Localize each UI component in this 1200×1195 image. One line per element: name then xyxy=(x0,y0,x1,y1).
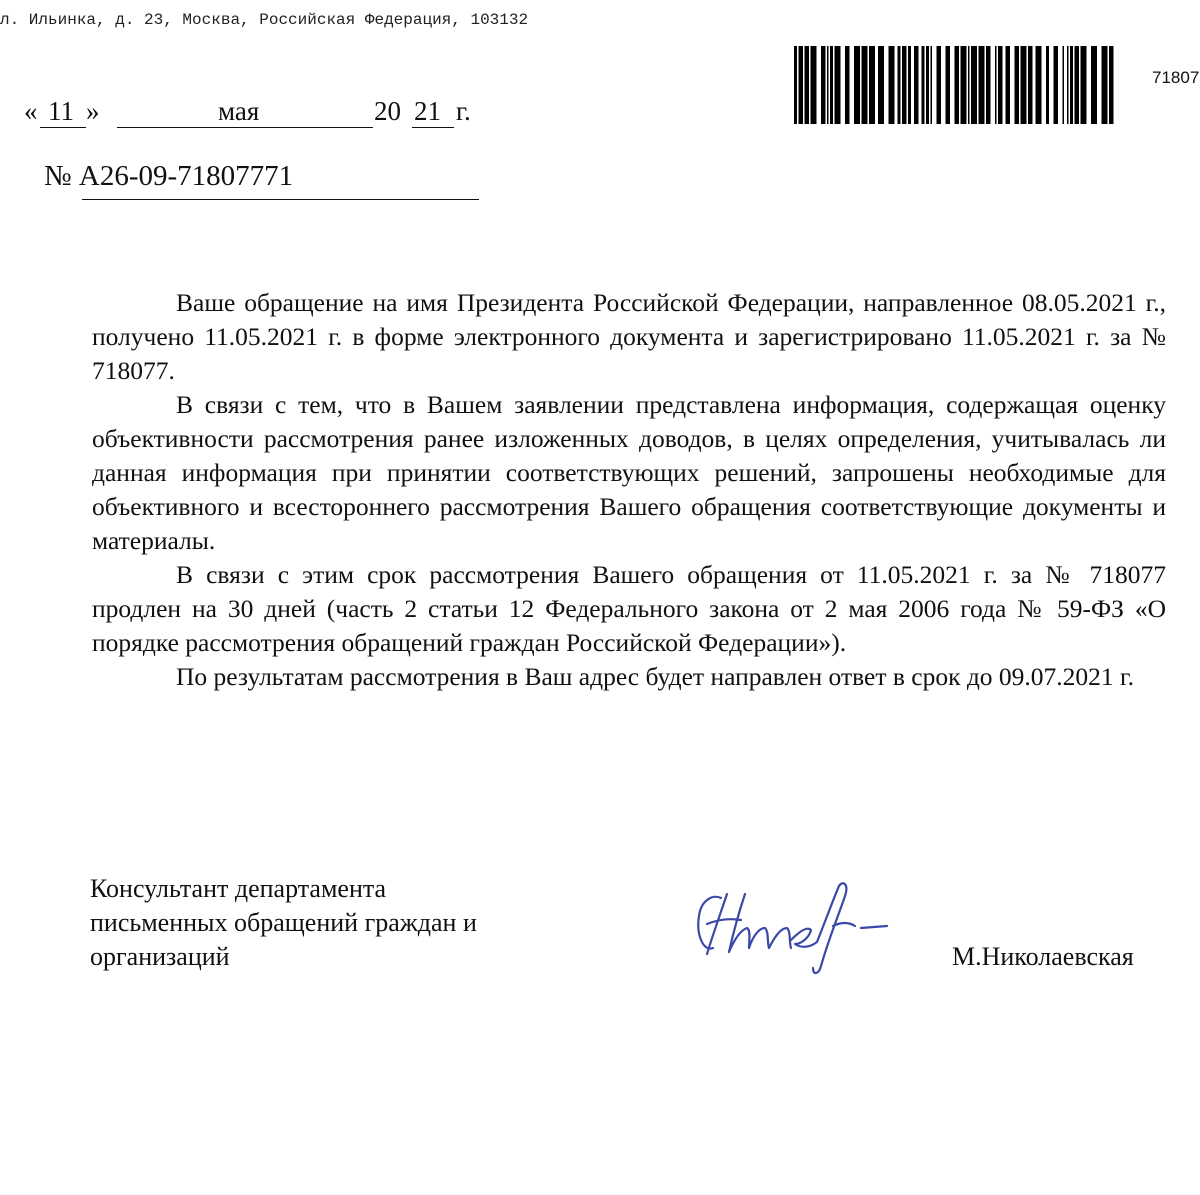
barcode-bar-6 xyxy=(830,46,833,124)
body-paragraph-2: В связи с тем, что в Вашем заявлении представлена информация, содержащая оценку объективности рассмотрения ранее изложенных доводов, в целях определения, учитывалась ли данная информация при принятии соответствующих решений, запрошены необходимые для объективного и всестороннего рассмотрения Вашего обращения соответствующие документы и материалы. xyxy=(92,390,1166,555)
date-day: 11 xyxy=(48,96,74,126)
barcode-bar-33 xyxy=(1021,46,1027,124)
date-close-quote: » xyxy=(86,96,100,126)
barcode-bar-34 xyxy=(1028,46,1033,124)
barcode-bar-7 xyxy=(835,46,841,124)
barcode-bar-10 xyxy=(862,46,868,124)
handwritten-signature xyxy=(683,872,903,982)
barcode-bar-44 xyxy=(1102,46,1108,124)
barcode-bar-42 xyxy=(1081,46,1087,124)
barcode-bar-31 xyxy=(1006,46,1011,124)
barcode-bar-35 xyxy=(1036,46,1042,124)
barcode-bar-37 xyxy=(1054,46,1059,124)
barcode-number: 71807 xyxy=(1152,68,1200,87)
barcode-bar-39 xyxy=(1067,46,1069,124)
date-open-quote: « xyxy=(24,96,38,126)
barcode-bar-20 xyxy=(931,46,933,124)
barcode-bar-17 xyxy=(914,46,919,124)
barcode-bar-21 xyxy=(937,46,942,124)
barcode-bar-0 xyxy=(794,46,797,124)
barcode-bar-27 xyxy=(979,46,985,124)
barcode-bar-9 xyxy=(854,46,860,124)
date-year-suffix: 21 xyxy=(414,96,441,126)
sender-address: л. Ильинка, д. 23, Москва, Российская Федерация, 103132 xyxy=(0,11,529,29)
barcode-bar-30 xyxy=(998,46,1003,124)
document-date xyxy=(0,96,600,136)
barcode-bar-25 xyxy=(968,46,970,124)
date-month: мая xyxy=(218,96,260,126)
signer-title-line-3: организаций xyxy=(90,942,230,971)
barcode-bar-11 xyxy=(869,46,875,124)
barcode-bar-24 xyxy=(961,46,967,124)
date-year-underline xyxy=(412,127,454,128)
barcode-bar-1 xyxy=(799,46,804,124)
barcode-bar-36 xyxy=(1046,46,1049,124)
barcode xyxy=(794,46,1120,124)
barcode-bar-22 xyxy=(946,46,951,124)
barcode-bar-19 xyxy=(926,46,929,124)
date-year-abbr: г. xyxy=(456,96,471,126)
body-paragraph-1: Ваше обращение на имя Президента Российской Федерации, направленное 08.05.2021 г., получено 11.05.2021 г. в форме электронного документа и зарегистрировано 11.05.2021 г. за № 718077. xyxy=(92,288,1166,385)
barcode-bar-14 xyxy=(898,46,901,124)
barcode-bar-32 xyxy=(1015,46,1020,124)
barcode-bar-43 xyxy=(1091,46,1097,124)
body-paragraph-4: По результатам рассмотрения в Ваш адрес будет направлен ответ в срок до 09.07.2021 г. xyxy=(176,662,1135,691)
barcode-bar-18 xyxy=(922,46,925,124)
barcode-bar-29 xyxy=(995,46,997,124)
barcode-bar-26 xyxy=(971,46,977,124)
barcode-bar-8 xyxy=(845,46,850,124)
signer-title-line-2: письменных обращений граждан и xyxy=(90,908,477,937)
barcode-bar-15 xyxy=(902,46,907,124)
barcode-bar-41 xyxy=(1075,46,1080,124)
signer-title-line-1: Консультант департамента xyxy=(90,874,387,903)
date-month-underline xyxy=(117,127,373,128)
barcode-bar-40 xyxy=(1070,46,1073,124)
barcode-bar-38 xyxy=(1063,46,1065,124)
barcode-bar-45 xyxy=(1109,46,1114,124)
barcode-bar-28 xyxy=(986,46,991,124)
barcode-bar-4 xyxy=(821,46,826,124)
signer-title xyxy=(90,872,477,974)
barcode-bar-12 xyxy=(878,46,884,124)
date-year-prefix: 20 xyxy=(374,96,401,126)
barcode-bar-5 xyxy=(827,46,829,124)
barcode-bar-13 xyxy=(889,46,895,124)
signer-name: М.Николаевская xyxy=(952,942,1134,971)
barcode-bar-3 xyxy=(811,46,817,124)
letter-body xyxy=(92,286,1166,694)
barcode-bar-16 xyxy=(908,46,911,124)
barcode-bar-23 xyxy=(955,46,960,124)
date-day-underline xyxy=(40,127,86,128)
barcode-bar-2 xyxy=(805,46,810,124)
body-paragraph-3: В связи с этим срок рассмотрения Вашего обращения от 11.05.2021 г. за № 718077 продлен на 30 дней (часть 2 статьи 12 Федерального закона от 2 мая 2006 года № 59-ФЗ «О порядке рассмотрения обращений граждан Российской Федерации»). xyxy=(92,560,1166,657)
document-number-underline xyxy=(82,199,479,200)
document-number: № А26-09-71807771 xyxy=(44,160,294,192)
